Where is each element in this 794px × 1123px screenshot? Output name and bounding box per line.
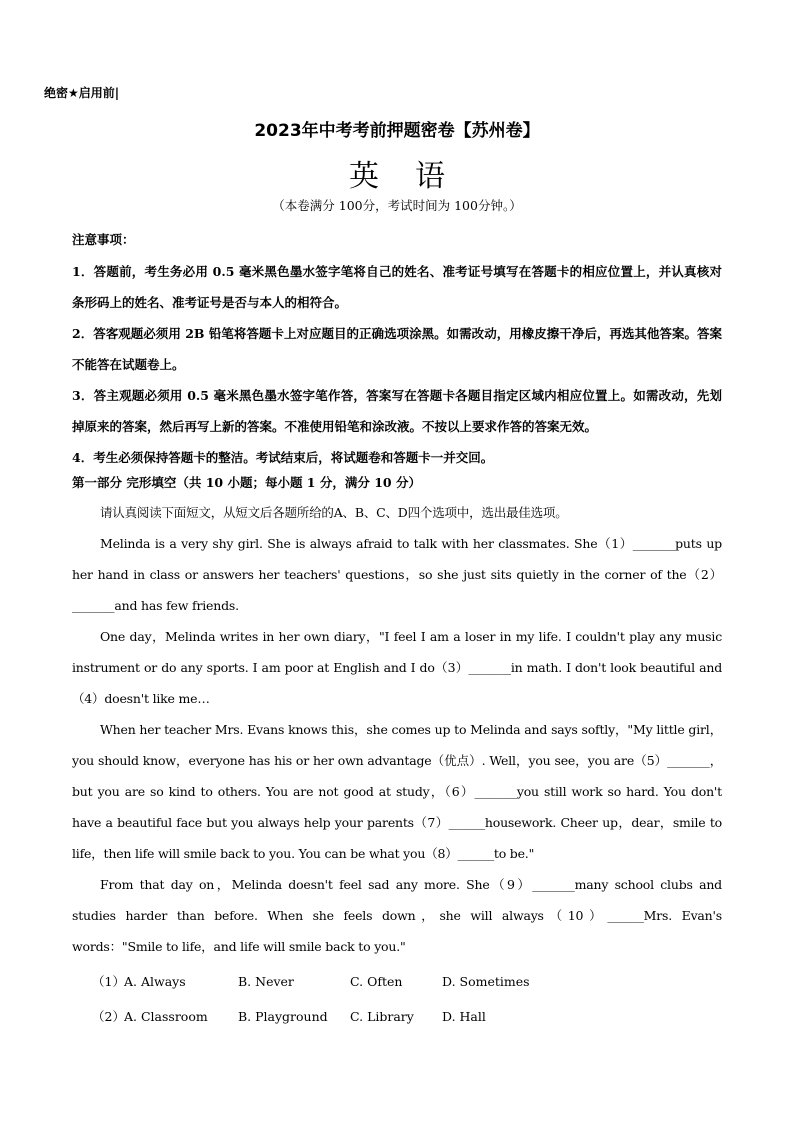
subject-title: 英语: [349, 159, 481, 194]
notes-list: [72, 256, 722, 473]
passage-paragraph: Melinda is a very shy girl. She is always afraid to talk with her classmates. She（1）_______puts up her hand in class or answers her teachers' questions，so she just sits quietly in the corner of the（2）_______and has few friends.: [72, 536, 722, 613]
exam-title: 2023年中考考前押题密卷【苏州卷】: [254, 121, 540, 141]
question-row: [92, 1005, 530, 1040]
note-item: 1．答题前，考生务必用 0.5 毫米黑色墨水签字笔将自己的姓名、准考证号填写在答题卡的相应位置上，并认真核对条形码上的姓名、准考证号是否与本人的相符合。: [72, 264, 722, 310]
section-title: 第一部分 完形填空（共 10 小题；每小题 1 分，满分 10 分）: [72, 475, 421, 490]
notes-heading: 注意事项：: [72, 232, 135, 247]
option-c: C. Often: [350, 974, 403, 989]
option-b: B. Playground: [238, 1009, 328, 1024]
question-number: （2）: [92, 1009, 125, 1024]
option-d: D. Hall: [442, 1009, 486, 1024]
passage-paragraph: From that day on，Melinda doesn't feel sad any more. She（9）_______many school clubs and studies harder than before. When she feels down，she will always（10）______Mrs. Evan's words："Smile to life，and life will smile back to you.": [72, 877, 722, 954]
confidential-label: 绝密★启用前|: [44, 86, 120, 100]
passage-paragraph: When her teacher Mrs. Evans knows this，she comes up to Melinda and says softly，"My little girl，you should know，everyone has his or her own advantage（优点）. Well，you see，you are（5）_______，but you are so kind to others. You are not good at study，（6）_______you still work so hard. You don't have a beautiful face but you always help your parents（7）______housework. Cheer up，dear，smile to life，then life will smile back to you. You can be what you（8）______to be.": [72, 722, 722, 861]
section-instruction: 请认真阅读下面短文，从短文后各题所给的A、B、C、D四个选项中，选出最佳选项。: [100, 505, 568, 520]
passage: [72, 497, 722, 962]
score-info: （本卷满分 100分，考试时间为 100分钟。）: [272, 198, 522, 213]
option-a: A. Always: [124, 974, 186, 989]
option-a: A. Classroom: [124, 1009, 208, 1024]
note-item: 4．考生必须保持答题卡的整洁。考试结束后，将试题卷和答题卡一并交回。: [72, 450, 494, 465]
question-number: （1）: [92, 974, 125, 989]
option-d: D. Sometimes: [442, 974, 530, 989]
question-row: [92, 970, 530, 1005]
option-b: B. Never: [238, 974, 294, 989]
question-options: [92, 970, 530, 1040]
passage-paragraph: One day，Melinda writes in her own diary，"I feel I am a loser in my life. I couldn't play any music instrument or do any sports. I am poor at English and I do（3）_______in math. I don't look beautiful and（4）doesn't like me…: [72, 629, 722, 706]
option-c: C. Library: [350, 1009, 414, 1024]
note-item: 2．答客观题必须用 2B 铅笔将答题卡上对应题目的正确选项涂黑。如需改动，用橡皮擦干净后，再选其他答案。答案不能答在试题卷上。: [72, 326, 722, 372]
note-item: 3．答主观题必须用 0.5 毫米黑色墨水签字笔作答，答案写在答题卡各题目指定区域内相应位置上。如需改动，先划掉原来的答案，然后再写上新的答案。不准使用铅笔和涂改液。不按以上要求作答的答案无效。: [72, 388, 722, 434]
